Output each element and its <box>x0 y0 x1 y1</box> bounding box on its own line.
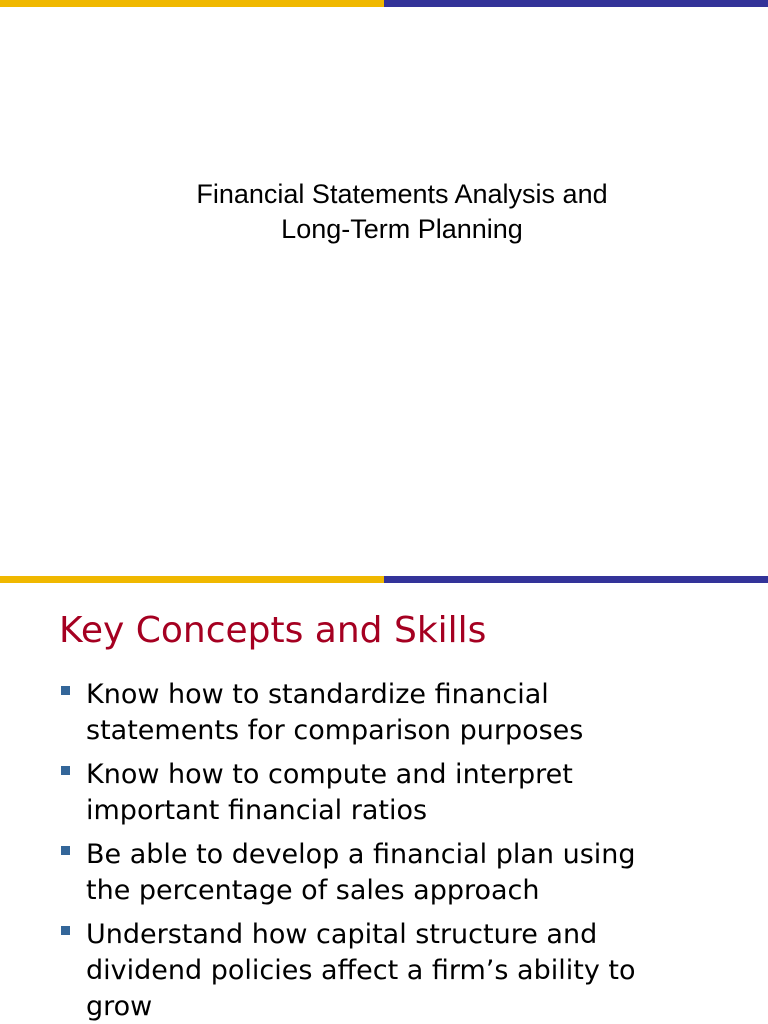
stripe-blue-segment <box>384 0 768 7</box>
bullet-text-line: dividend policies affect a firm’s ability to <box>86 955 636 986</box>
slide-key-concepts <box>0 576 768 1024</box>
square-bullet-icon <box>61 926 70 935</box>
bullet-text-line: grow <box>86 991 153 1022</box>
square-bullet-icon <box>61 686 70 695</box>
bullet-list <box>60 677 740 1024</box>
stripe-blue-segment <box>384 576 768 583</box>
bullet-text-line: important financial ratios <box>86 795 428 826</box>
bullet-text-line: the percentage of sales approach <box>86 875 540 906</box>
stripe-gold-segment <box>0 0 384 7</box>
slide-heading: Key Concepts and Skills <box>59 610 487 651</box>
top-accent-stripe <box>0 0 768 7</box>
title-line-1: Financial Statements Analysis and <box>196 179 608 209</box>
bullet-item <box>60 917 740 1024</box>
top-accent-stripe <box>0 576 768 583</box>
bullet-text-line: statements for comparison purposes <box>86 715 584 746</box>
square-bullet-icon <box>61 766 70 775</box>
slide-title-text <box>40 177 764 247</box>
stripe-gold-segment <box>0 576 384 583</box>
square-bullet-icon <box>61 846 70 855</box>
bullet-item <box>60 757 740 829</box>
bullet-text-line: Be able to develop a financial plan using <box>86 839 636 870</box>
bullet-item <box>60 677 740 749</box>
bullet-item <box>60 837 740 909</box>
bullet-text-line: Understand how capital structure and <box>86 919 598 950</box>
bullet-text-line: Know how to compute and interpret <box>86 759 573 790</box>
title-line-2: Long-Term Planning <box>281 214 523 244</box>
bullet-text-line: Know how to standardize financial <box>86 679 549 710</box>
